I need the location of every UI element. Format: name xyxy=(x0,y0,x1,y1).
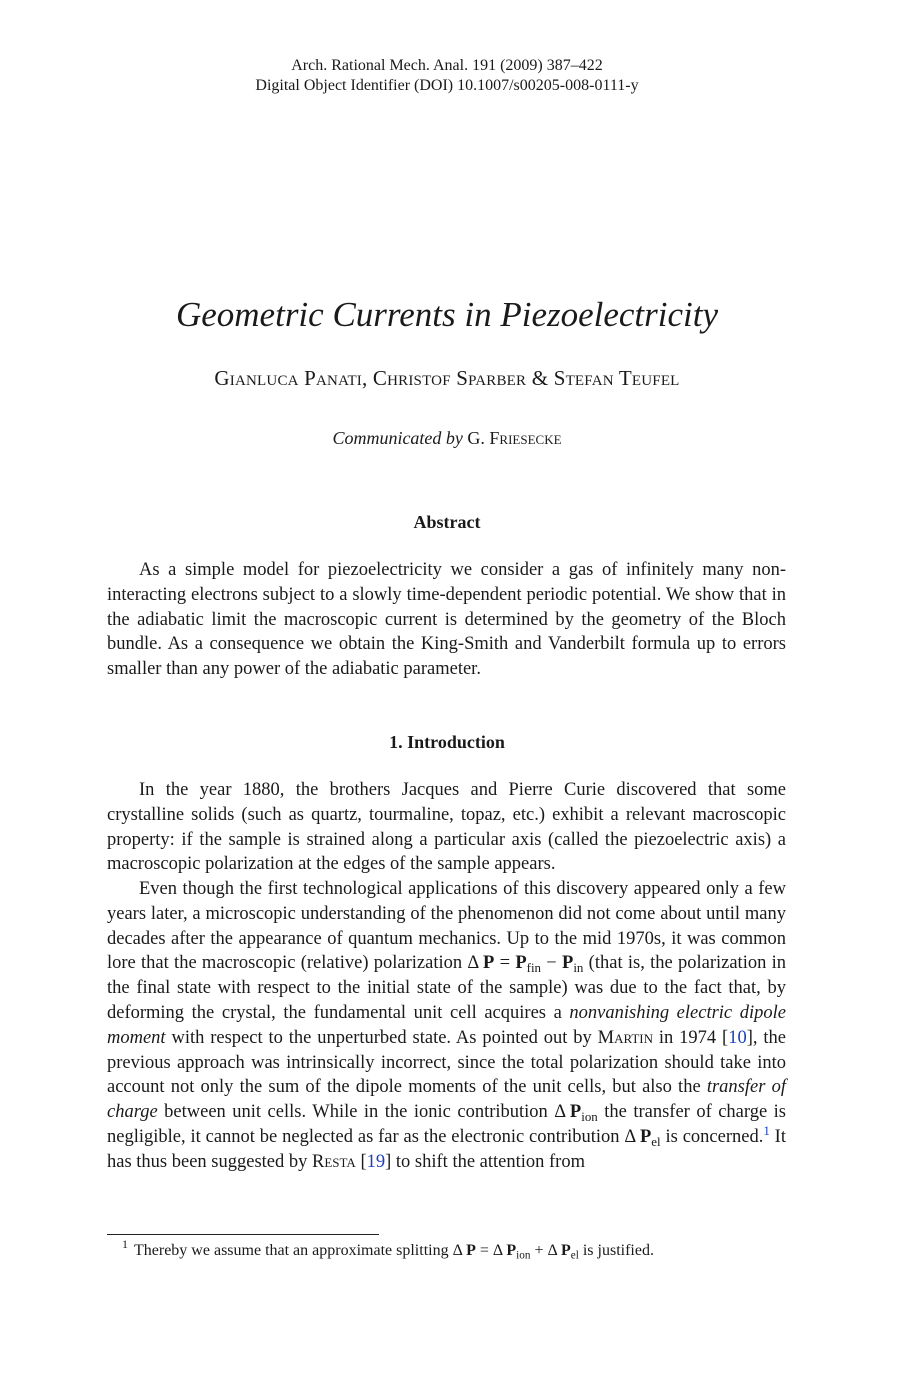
abstract-paragraph: As a simple model for piezoelectricity we consider a gas of infinitely many non-interacting electrons subject to a slowly time-dependent periodic potential. We show that in the adiabatic limit the macroscopic current is determined by the geometry of the Bloch bundle. As a consequence we obtain the King-Smith and Vanderbilt formula up to errors smaller than any power of the adiabatic parameter. xyxy=(107,560,786,680)
journal-doi: Digital Object Identifier (DOI) 10.1007/s00205-008-0111-y xyxy=(255,77,639,94)
footnote-1: $^1$ Thereby we assume that an approximate splitting Δ P = Δ $P_{ion} + \Delta$ $P_{el}$ is justified. xyxy=(122,1237,654,1262)
citation-link-10[interactable]: 10 xyxy=(728,1027,747,1048)
intro-paragraph-1-text: In the year 1880, the brothers Jacques and Pierre Curie discovered that some crystalline solids (such as quartz, tourmaline, topaz, etc.) exhibit a relevant macroscopic property: if the sample is strained along a particular axis (called the piezoelectric axis) a macroscopic polarization at the edges of the sample appears. xyxy=(107,780,786,875)
citation-link-19[interactable]: 19 xyxy=(366,1151,386,1172)
abstract-heading: Abstract xyxy=(413,512,481,532)
footnote-mark: 1 xyxy=(122,1237,128,1252)
footnote-divider xyxy=(107,1234,379,1235)
author-resta: Resta xyxy=(312,1151,356,1172)
intro-paragraph-2 xyxy=(107,877,786,1175)
communicated-lead: Communicated by xyxy=(332,428,463,448)
paper-authors: Gianluca Panati, Christof Sparber & Stefan Teufel xyxy=(214,366,680,390)
journal-header xyxy=(0,56,894,96)
communicated-by xyxy=(0,426,894,450)
paper-title: Geometric Currents in Piezoelectricity xyxy=(175,295,719,334)
math-delta: Δ xyxy=(467,953,480,974)
intro-paragraph-1 xyxy=(107,778,786,877)
abstract-body xyxy=(107,558,786,682)
intro-heading: 1. Introduction xyxy=(389,732,505,752)
footnote-ref-link[interactable]: 1 xyxy=(763,1122,770,1138)
communicated-name: G. Friesecke xyxy=(467,428,562,448)
emphasis-transfer: transfer of charge xyxy=(107,1077,787,1123)
author-martin: Martin xyxy=(597,1027,654,1048)
intro-paragraph-2-text: Even though the first technological applications of this discovery appeared only a few years later, a microscopic understanding of the phenomenon did not come about until many decades after the appearance of quantum mechanics. Up to the mid 1970s, it was common lore that the macroscopic (relative) polarization Δ $P = P_{fin} - P_{in}$ (that is, the polarization in the final state with respect to the initial state of the sample) was due to the fact that, by deforming the crystal, the fundamental unit cell acquires a nonvanishing electric dipole moment with respect to the unperturbed state. As pointed out by Martin in 1974 [10], the previous approach was intrinsically incorrect, since the total polarization should take into account not only the sum of the dipole moments of the unit cells, but also the transfer of charge between unit cells. While in the ionic contribution Δ $P_{ion}$ the transfer of charge is negligible, it cannot be neglected as far as the electronic contribution Δ $P_{el}$ is concerned.$^1$ It has thus been suggested by Resta [19] to shift the attention from xyxy=(107,879,787,1172)
journal-citation: Arch. Rational Mech. Anal. 191 (2009) 387–422 xyxy=(291,57,603,74)
emphasis-dipole: nonvanishing electric dipole moment xyxy=(107,1002,786,1048)
